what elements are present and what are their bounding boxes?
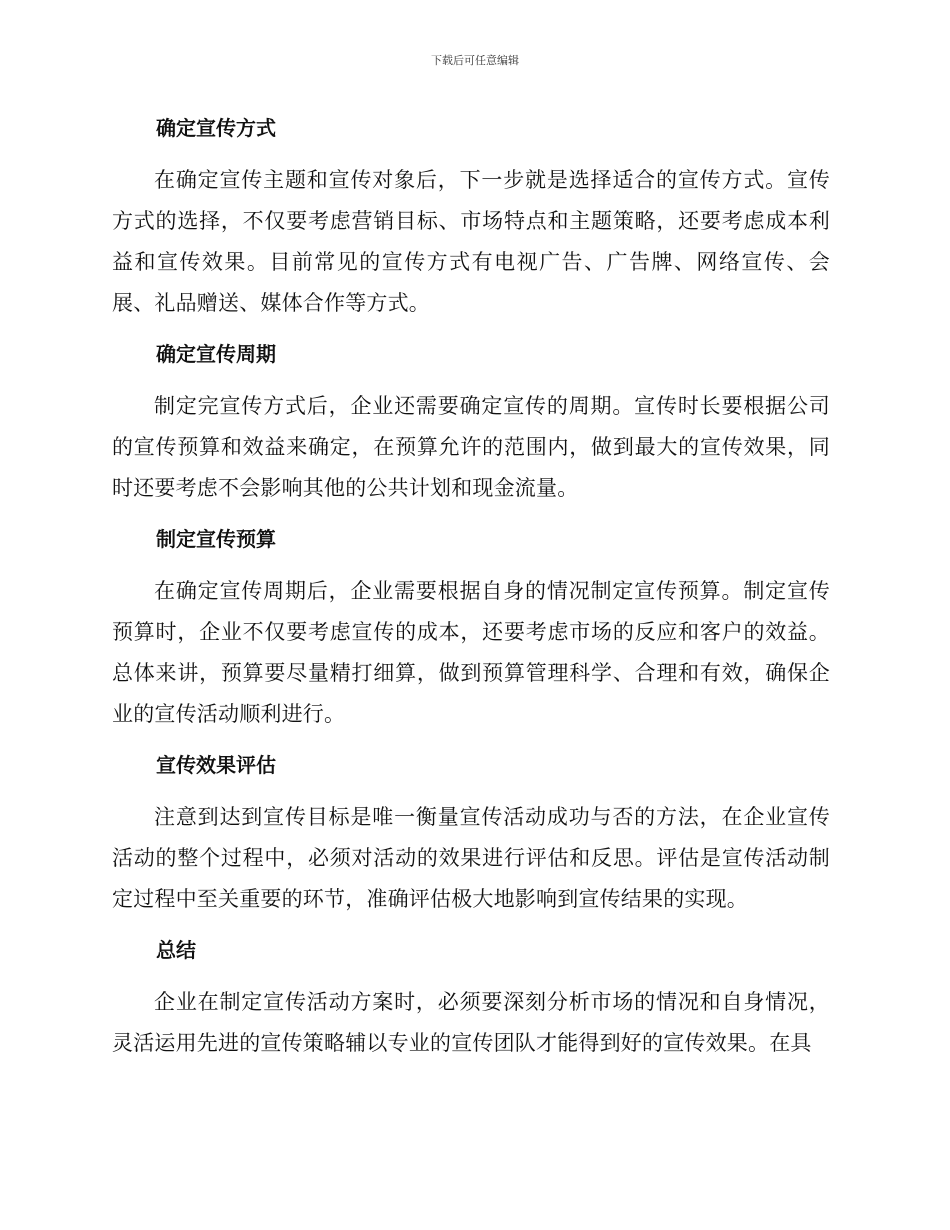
section-heading-method: 确定宣传方式 <box>156 116 276 140</box>
section-paragraph-method: 在确定宣传主题和宣传对象后，下一步就是选择适合的宣传方式。宣传方式的选择，不仅要考虑营销目标、市场特点和主题策略，还要考虑成本利益和宣传效果。目前常见的宣传方式有电视广告、广告牌、网络宣传、会展、礼品赠送、媒体合作等方式。 <box>112 168 830 315</box>
section-paragraph-evaluation: 注意到达到宣传目标是唯一衡量宣传活动成功与否的方法，在企业宣传活动的整个过程中，必须对活动的效果进行评估和反思。评估是宣传活动制定过程中至关重要的环节，准确评估极大地影响到宣传结果的实现。 <box>112 805 830 911</box>
section-paragraph-budget: 在确定宣传周期后，企业需要根据自身的情况制定宣传预算。制定宣传预算时，企业不仅要考虑宣传的成本，还要考虑市场的反应和客户的效益。总体来讲，预算要尽量精打细算，做到预算管理科学、合理和有效，确保企业的宣传活动顺利进行。 <box>112 579 830 726</box>
page-header: 下载后可任意编辑 <box>431 54 519 67</box>
section-paragraph-summary: 企业在制定宣传活动方案时，必须要深刻分析市场的情况和自身情况，灵活运用先进的宣传策略辅以专业的宣传团队才能得到好的宣传效果。在具 <box>112 990 830 1055</box>
section-heading-evaluation: 宣传效果评估 <box>156 753 276 777</box>
section-paragraph-period: 制定完宣传方式后，企业还需要确定宣传的周期。宣传时长要根据公司的宣传预算和效益来确定，在预算允许的范围内，做到最大的宣传效果，同时还要考虑不会影响其他的公共计划和现金流量。 <box>112 394 830 500</box>
section-heading-summary: 总结 <box>156 938 196 962</box>
section-heading-period: 确定宣传周期 <box>156 342 276 366</box>
section-heading-budget: 制定宣传预算 <box>156 527 276 551</box>
document-body <box>112 110 830 1064</box>
